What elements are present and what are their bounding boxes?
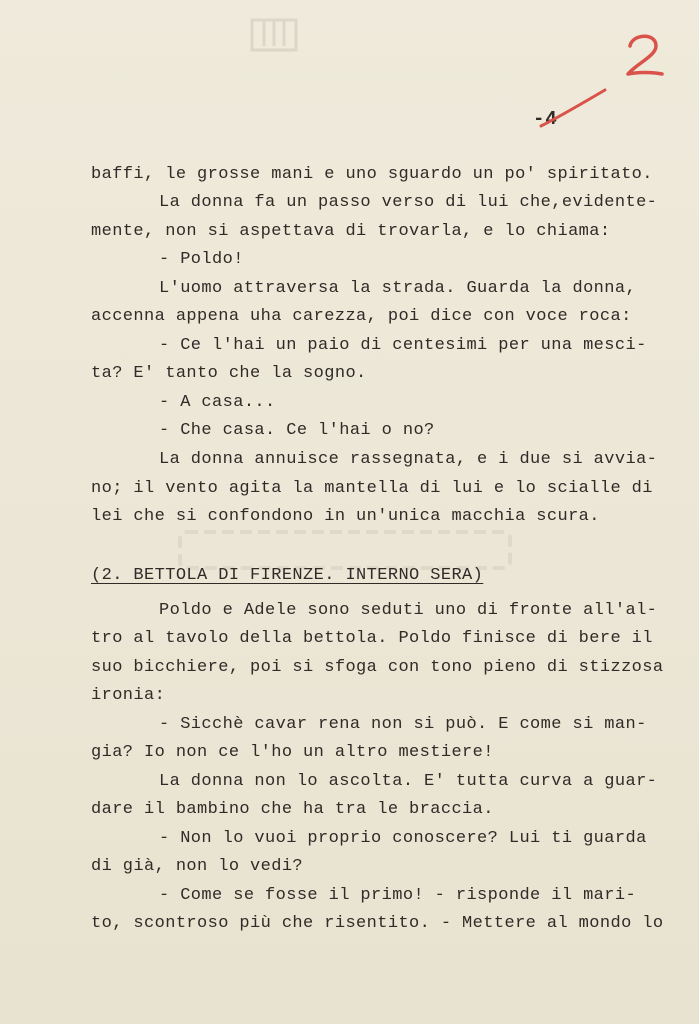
text-line: dare il bambino che ha tra le braccia.: [91, 800, 494, 819]
text-line: - Che casa. Ce l'hai o no?: [159, 421, 435, 440]
text-line: - A casa...: [159, 393, 276, 412]
text-line: di già, non lo vedi?: [91, 857, 304, 876]
handwritten-red-number: [622, 30, 666, 82]
text-line: baffi, le grosse mani e uno sguardo un po' spiritato.: [91, 165, 653, 184]
text-line: La donna fa un passo verso di lui che,evidente-: [159, 193, 658, 212]
archive-watermark-icon: [244, 6, 304, 56]
text-line: - Ce l'hai un paio di centesimi per una mesci-: [159, 336, 647, 355]
text-line: - Non lo vuoi proprio conoscere? Lui ti guarda: [159, 829, 647, 848]
text-line: to, scontroso più che risentito. - Mettere al mondo lo: [91, 914, 664, 933]
scene-heading: (2. BETTOLA DI FIRENZE. INTERNO SERA): [91, 566, 484, 585]
text-line: - Come se fosse il primo! - risponde il mari-: [159, 886, 637, 905]
text-line: mente, non si aspettava di trovarla, e lo chiama:: [91, 222, 611, 241]
text-line: accenna appena uha carezza, poi dice con voce roca:: [91, 307, 632, 326]
text-line: Poldo e Adele sono seduti uno di fronte all'al-: [159, 601, 658, 620]
text-line: - Sicchè cavar rena non si può. E come si man-: [159, 715, 647, 734]
text-line: lei che si confondono in un'unica macchia scura.: [91, 507, 600, 526]
text-line: - Poldo!: [159, 250, 244, 269]
text-line: tro al tavolo della bettola. Poldo finisce di bere il: [91, 629, 653, 648]
text-line: ta? E' tanto che la sogno.: [91, 364, 367, 383]
red-strike-mark: [533, 86, 609, 134]
text-line: La donna non lo ascolta. E' tutta curva a guar-: [159, 772, 658, 791]
text-line: ironia:: [91, 686, 166, 705]
text-line: gia? Io non ce l'ho un altro mestiere!: [91, 743, 494, 762]
text-line: no; il vento agita la mantella di lui e lo scialle di: [91, 479, 653, 498]
text-line: La donna annuisce rassegnata, e i due si avvia-: [159, 450, 658, 469]
text-line: suo bicchiere, poi si sfoga con tono pieno di stizzosa: [91, 658, 664, 677]
text-line: L'uomo attraversa la strada. Guarda la donna,: [159, 279, 637, 298]
page-number: -4: [533, 108, 558, 130]
